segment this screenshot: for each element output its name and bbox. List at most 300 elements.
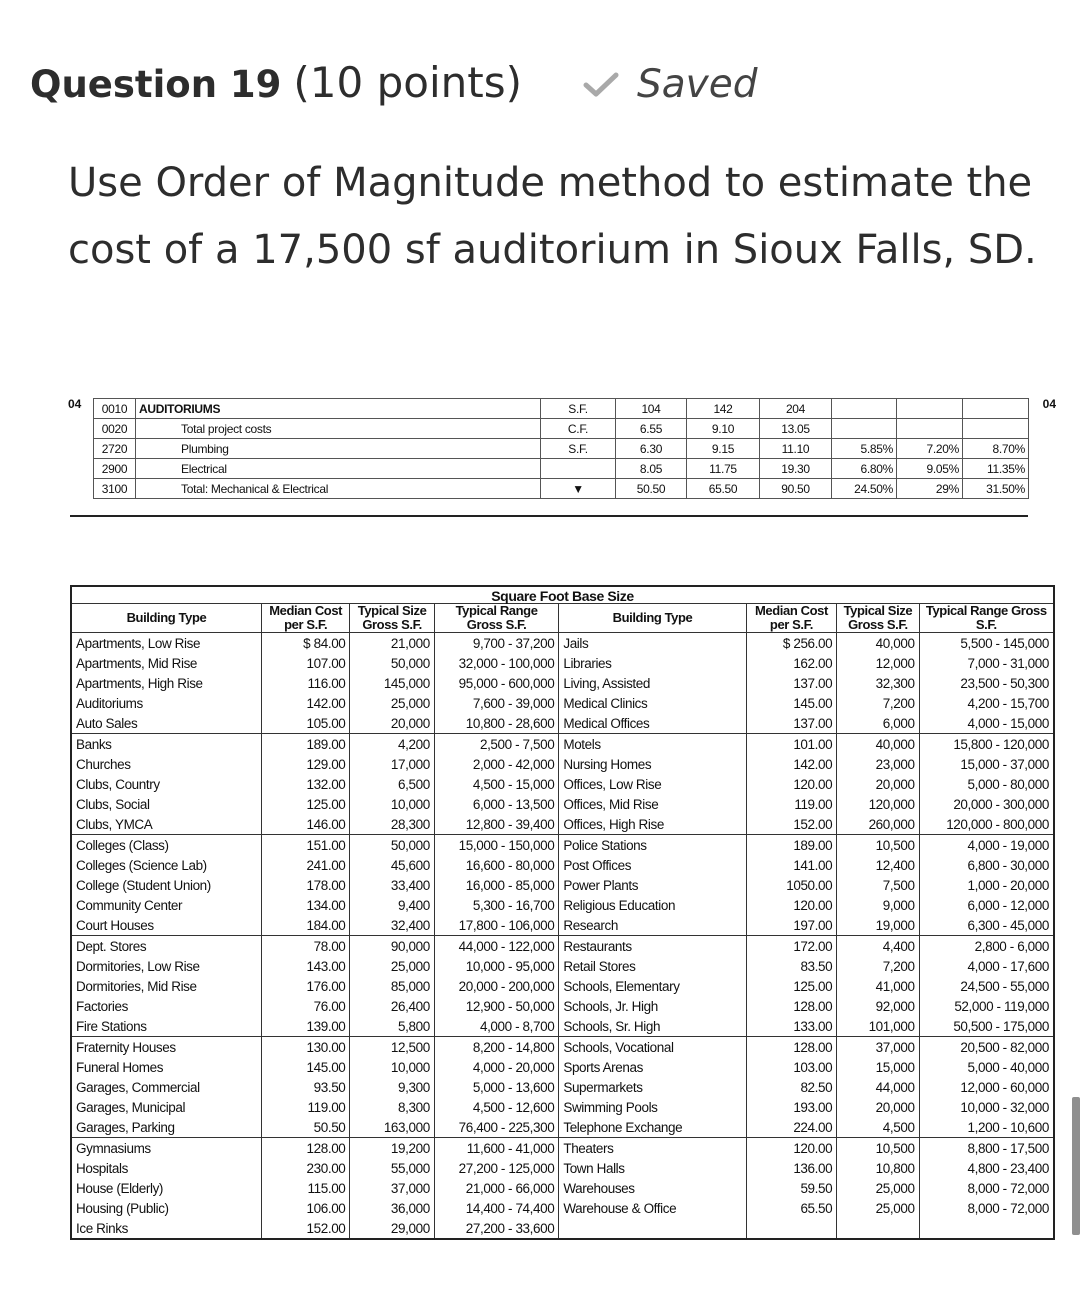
right-size-cell: 7,200 <box>837 693 919 713</box>
table-row <box>71 713 1054 734</box>
left-size-cell: 32,400 <box>350 915 434 936</box>
right-median-cell: 101.00 <box>746 734 837 755</box>
right-size-cell: 19,000 <box>837 915 919 936</box>
left-type-cell: Hospitals <box>71 1158 261 1178</box>
right-median-cell: 103.00 <box>746 1057 837 1077</box>
rsmeans-cell-p3: 11.35% <box>963 459 1029 479</box>
left-size-cell: 36,000 <box>350 1198 434 1218</box>
left-type-cell: Colleges (Science Lab) <box>71 855 261 875</box>
right-type-cell: Town Halls <box>559 1158 746 1178</box>
right-range-cell: 5,000 - 40,000 <box>919 1057 1054 1077</box>
right-type-cell: Medical Offices <box>559 713 746 734</box>
left-range-cell: 8,200 - 14,800 <box>434 1037 559 1058</box>
left-median-cell: 176.00 <box>261 976 350 996</box>
table-row <box>71 835 1054 856</box>
right-range-cell: 8,800 - 17,500 <box>919 1138 1054 1159</box>
left-size-cell: 50,000 <box>350 835 434 856</box>
right-range-cell: 8,000 - 72,000 <box>919 1198 1054 1218</box>
left-type-cell: Court Houses <box>71 915 261 936</box>
left-type-cell: Garages, Commercial <box>71 1077 261 1097</box>
left-type-cell: Apartments, High Rise <box>71 673 261 693</box>
left-type-cell: Clubs, Country <box>71 774 261 794</box>
left-median-cell: 139.00 <box>261 1016 350 1037</box>
left-type-cell: Dormitories, Low Rise <box>71 956 261 976</box>
left-range-cell: 9,700 - 37,200 <box>434 633 559 654</box>
left-range-cell: 7,600 - 39,000 <box>434 693 559 713</box>
header-median-cost: Median Cost per S.F. <box>261 604 350 633</box>
left-size-cell: 25,000 <box>350 693 434 713</box>
rsmeans-cell-unit: S.F. <box>541 439 616 459</box>
right-type-cell: Research <box>559 915 746 936</box>
rsmeans-cell-p3: 8.70% <box>963 439 1029 459</box>
right-median-cell: 193.00 <box>746 1097 837 1117</box>
left-median-cell: 134.00 <box>261 895 350 915</box>
left-size-cell: 85,000 <box>350 976 434 996</box>
right-range-cell: 4,000 - 15,000 <box>919 713 1054 734</box>
rsmeans-cell-q3: 90.50 <box>760 479 832 499</box>
right-median-cell: 65.50 <box>746 1198 837 1218</box>
right-range-cell: 6,800 - 30,000 <box>919 855 1054 875</box>
right-range-cell: 12,000 - 60,000 <box>919 1077 1054 1097</box>
header-building-type: Building Type <box>71 604 261 633</box>
rsmeans-cell-q1: 104 <box>616 399 687 419</box>
checkmark-icon <box>583 72 619 98</box>
left-size-cell: 9,300 <box>350 1077 434 1097</box>
left-range-cell: 4,000 - 20,000 <box>434 1057 559 1077</box>
right-size-cell: 7,500 <box>837 875 919 895</box>
left-size-cell: 163,000 <box>350 1117 434 1138</box>
left-median-cell: 116.00 <box>261 673 350 693</box>
right-size-cell: 25,000 <box>837 1198 919 1218</box>
left-median-cell: 132.00 <box>261 774 350 794</box>
left-range-cell: 16,000 - 85,000 <box>434 875 559 895</box>
left-range-cell: 27,200 - 33,600 <box>434 1218 559 1239</box>
rsmeans-cell-p2: 29% <box>897 479 963 499</box>
right-median-cell: 82.50 <box>746 1077 837 1097</box>
right-range-cell: 8,000 - 72,000 <box>919 1178 1054 1198</box>
left-type-cell: Fire Stations <box>71 1016 261 1037</box>
question-title: Question 19 <box>30 63 282 106</box>
left-type-cell: Fraternity Houses <box>71 1037 261 1058</box>
rsmeans-row <box>94 459 1029 479</box>
rsmeans-cell-p3: 31.50% <box>963 479 1029 499</box>
rsmeans-cell-q1: 6.55 <box>616 419 687 439</box>
right-median-cell: $ 256.00 <box>746 633 837 654</box>
left-size-cell: 4,200 <box>350 734 434 755</box>
question-header <box>30 58 522 118</box>
right-type-cell: Swimming Pools <box>559 1097 746 1117</box>
right-type-cell: Schools, Jr. High <box>559 996 746 1016</box>
right-type-cell: Living, Assisted <box>559 673 746 693</box>
table-row <box>71 693 1054 713</box>
rsmeans-cell-median: 142 <box>687 399 760 419</box>
table-row <box>71 915 1054 936</box>
table-row <box>71 895 1054 915</box>
left-range-cell: 5,300 - 16,700 <box>434 895 559 915</box>
rsmeans-cell-code: 2720 <box>94 439 136 459</box>
left-size-cell: 55,000 <box>350 1158 434 1178</box>
table-row <box>71 1057 1054 1077</box>
right-size-cell: 40,000 <box>837 633 919 654</box>
header-building-type: Building Type <box>559 604 746 633</box>
right-size-cell: 10,500 <box>837 1138 919 1159</box>
rsmeans-cell-desc: Electrical <box>136 459 541 479</box>
right-range-cell: 52,000 - 119,000 <box>919 996 1054 1016</box>
rsmeans-excerpt <box>68 397 1058 519</box>
left-range-cell: 32,000 - 100,000 <box>434 653 559 673</box>
left-range-cell: 14,400 - 74,400 <box>434 1198 559 1218</box>
left-type-cell: Colleges (Class) <box>71 835 261 856</box>
header-typical-size: Typical Size Gross S.F. <box>837 604 919 633</box>
right-size-cell: 37,000 <box>837 1037 919 1058</box>
rsmeans-cell-p2: 7.20% <box>897 439 963 459</box>
left-median-cell: 105.00 <box>261 713 350 734</box>
left-median-cell: 129.00 <box>261 754 350 774</box>
rsmeans-cell-p2 <box>897 399 963 419</box>
right-median-cell: 162.00 <box>746 653 837 673</box>
left-type-cell: Gymnasiums <box>71 1138 261 1159</box>
right-type-cell: Sports Arenas <box>559 1057 746 1077</box>
left-range-cell: 11,600 - 41,000 <box>434 1138 559 1159</box>
table-row <box>71 1198 1054 1218</box>
right-median-cell: 189.00 <box>746 835 837 856</box>
left-size-cell: 28,300 <box>350 814 434 835</box>
right-range-cell: 4,800 - 23,400 <box>919 1158 1054 1178</box>
left-size-cell: 20,000 <box>350 713 434 734</box>
right-range-cell: 15,800 - 120,000 <box>919 734 1054 755</box>
table-row <box>71 653 1054 673</box>
rsmeans-cell-code: 2900 <box>94 459 136 479</box>
right-size-cell: 23,000 <box>837 754 919 774</box>
right-range-cell: 4,200 - 15,700 <box>919 693 1054 713</box>
right-type-cell: Warehouses <box>559 1178 746 1198</box>
right-type-cell: Offices, High Rise <box>559 814 746 835</box>
right-size-cell: 12,000 <box>837 653 919 673</box>
left-type-cell: Apartments, Low Rise <box>71 633 261 654</box>
left-range-cell: 12,900 - 50,000 <box>434 996 559 1016</box>
right-type-cell: Restaurants <box>559 936 746 957</box>
left-median-cell: 145.00 <box>261 1057 350 1077</box>
right-median-cell: 128.00 <box>746 996 837 1016</box>
right-range-cell: 24,500 - 55,000 <box>919 976 1054 996</box>
table-row <box>71 996 1054 1016</box>
table-row <box>71 1117 1054 1138</box>
right-range-cell: 7,000 - 31,000 <box>919 653 1054 673</box>
right-type-cell: Religious Education <box>559 895 746 915</box>
division-number-right: 04 <box>1042 397 1056 411</box>
right-type-cell: Motels <box>559 734 746 755</box>
sqft-table-title: Square Foot Base Size <box>71 586 1054 604</box>
left-median-cell: 142.00 <box>261 693 350 713</box>
header-typical-range: Typical Range Gross S.F. <box>919 604 1054 633</box>
right-type-cell: Offices, Low Rise <box>559 774 746 794</box>
right-size-cell: 4,500 <box>837 1117 919 1138</box>
right-median-cell: 59.50 <box>746 1178 837 1198</box>
table-row <box>71 956 1054 976</box>
right-median-cell: 1050.00 <box>746 875 837 895</box>
left-median-cell: $ 84.00 <box>261 633 350 654</box>
left-type-cell: Auto Sales <box>71 713 261 734</box>
left-median-cell: 230.00 <box>261 1158 350 1178</box>
rsmeans-cell-q3: 19.30 <box>760 459 832 479</box>
left-size-cell: 37,000 <box>350 1178 434 1198</box>
right-median-cell: 120.00 <box>746 1138 837 1159</box>
left-type-cell: Factories <box>71 996 261 1016</box>
left-median-cell: 130.00 <box>261 1037 350 1058</box>
left-median-cell: 93.50 <box>261 1077 350 1097</box>
left-range-cell: 5,000 - 13,600 <box>434 1077 559 1097</box>
right-median-cell: 141.00 <box>746 855 837 875</box>
left-range-cell: 4,000 - 8,700 <box>434 1016 559 1037</box>
right-median-cell: 152.00 <box>746 814 837 835</box>
table-row <box>71 814 1054 835</box>
rsmeans-row <box>94 419 1029 439</box>
left-median-cell: 50.50 <box>261 1117 350 1138</box>
table-row <box>71 754 1054 774</box>
rsmeans-cell-q1: 8.05 <box>616 459 687 479</box>
right-size-cell <box>837 1218 919 1239</box>
right-range-cell: 6,000 - 12,000 <box>919 895 1054 915</box>
right-median-cell <box>746 1218 837 1239</box>
rsmeans-cell-p1: 6.80% <box>832 459 897 479</box>
table-row <box>71 976 1054 996</box>
left-median-cell: 78.00 <box>261 936 350 957</box>
rsmeans-cell-code: 3100 <box>94 479 136 499</box>
right-size-cell: 92,000 <box>837 996 919 1016</box>
left-range-cell: 44,000 - 122,000 <box>434 936 559 957</box>
header-typical-range: Typical Range Gross S.F. <box>434 604 559 633</box>
rsmeans-cell-median: 9.15 <box>687 439 760 459</box>
right-type-cell <box>559 1218 746 1239</box>
right-median-cell: 128.00 <box>746 1037 837 1058</box>
left-type-cell: Ice Rinks <box>71 1218 261 1239</box>
right-type-cell: Nursing Homes <box>559 754 746 774</box>
left-range-cell: 12,800 - 39,400 <box>434 814 559 835</box>
left-range-cell: 4,500 - 15,000 <box>434 774 559 794</box>
table-row <box>71 673 1054 693</box>
left-median-cell: 125.00 <box>261 794 350 814</box>
right-size-cell: 4,400 <box>837 936 919 957</box>
left-median-cell: 107.00 <box>261 653 350 673</box>
right-median-cell: 133.00 <box>746 1016 837 1037</box>
right-median-cell: 197.00 <box>746 915 837 936</box>
left-type-cell: Churches <box>71 754 261 774</box>
right-size-cell: 25,000 <box>837 1178 919 1198</box>
left-median-cell: 184.00 <box>261 915 350 936</box>
left-median-cell: 143.00 <box>261 956 350 976</box>
right-type-cell: Schools, Sr. High <box>559 1016 746 1037</box>
table-row <box>71 1158 1054 1178</box>
right-range-cell: 23,500 - 50,300 <box>919 673 1054 693</box>
right-size-cell: 12,400 <box>837 855 919 875</box>
right-size-cell: 9,000 <box>837 895 919 915</box>
rsmeans-cell-median: 9.10 <box>687 419 760 439</box>
left-median-cell: 189.00 <box>261 734 350 755</box>
right-range-cell: 1,000 - 20,000 <box>919 875 1054 895</box>
right-type-cell: Police Stations <box>559 835 746 856</box>
left-median-cell: 115.00 <box>261 1178 350 1198</box>
left-size-cell: 10,000 <box>350 794 434 814</box>
table-row <box>71 855 1054 875</box>
right-size-cell: 6,000 <box>837 713 919 734</box>
right-size-cell: 20,000 <box>837 774 919 794</box>
left-type-cell: Dormitories, Mid Rise <box>71 976 261 996</box>
left-size-cell: 90,000 <box>350 936 434 957</box>
right-size-cell: 15,000 <box>837 1057 919 1077</box>
left-size-cell: 29,000 <box>350 1218 434 1239</box>
left-size-cell: 17,000 <box>350 754 434 774</box>
rsmeans-cell-median: 11.75 <box>687 459 760 479</box>
right-size-cell: 101,000 <box>837 1016 919 1037</box>
right-range-cell: 5,500 - 145,000 <box>919 633 1054 654</box>
rsmeans-cell-q3: 204 <box>760 399 832 419</box>
saved-label: Saved <box>637 62 758 107</box>
right-range-cell <box>919 1218 1054 1239</box>
scrollbar-thumb[interactable] <box>1072 1097 1080 1235</box>
question-points: (10 points) <box>293 58 522 107</box>
left-type-cell: Clubs, Social <box>71 794 261 814</box>
table-row <box>71 1016 1054 1037</box>
right-range-cell: 50,500 - 175,000 <box>919 1016 1054 1037</box>
rsmeans-table <box>93 398 1029 499</box>
left-median-cell: 128.00 <box>261 1138 350 1159</box>
rsmeans-cell-unit: S.F. <box>541 399 616 419</box>
right-median-cell: 125.00 <box>746 976 837 996</box>
left-range-cell: 21,000 - 66,000 <box>434 1178 559 1198</box>
right-median-cell: 119.00 <box>746 794 837 814</box>
table-row <box>71 1138 1054 1159</box>
right-median-cell: 120.00 <box>746 774 837 794</box>
saved-status <box>583 62 758 107</box>
table-row <box>71 633 1054 654</box>
rsmeans-cell-median: 65.50 <box>687 479 760 499</box>
right-range-cell: 10,000 - 32,000 <box>919 1097 1054 1117</box>
table-row <box>71 875 1054 895</box>
rsmeans-cell-q1: 50.50 <box>616 479 687 499</box>
left-size-cell: 50,000 <box>350 653 434 673</box>
rsmeans-cell-p2 <box>897 419 963 439</box>
left-type-cell: House (Elderly) <box>71 1178 261 1198</box>
rsmeans-cell-p1: 24.50% <box>832 479 897 499</box>
right-size-cell: 7,200 <box>837 956 919 976</box>
left-size-cell: 10,000 <box>350 1057 434 1077</box>
left-size-cell: 25,000 <box>350 956 434 976</box>
right-size-cell: 32,300 <box>837 673 919 693</box>
left-median-cell: 151.00 <box>261 835 350 856</box>
left-size-cell: 45,600 <box>350 855 434 875</box>
left-median-cell: 76.00 <box>261 996 350 1016</box>
right-type-cell: Supermarkets <box>559 1077 746 1097</box>
rsmeans-cell-unit: ▼ <box>541 479 616 499</box>
left-median-cell: 241.00 <box>261 855 350 875</box>
right-range-cell: 4,000 - 17,600 <box>919 956 1054 976</box>
right-median-cell: 145.00 <box>746 693 837 713</box>
table-row <box>71 1218 1054 1239</box>
right-median-cell: 136.00 <box>746 1158 837 1178</box>
header-median-cost: Median Cost per S.F. <box>746 604 837 633</box>
right-type-cell: Schools, Vocational <box>559 1037 746 1058</box>
left-range-cell: 17,800 - 106,000 <box>434 915 559 936</box>
left-range-cell: 95,000 - 600,000 <box>434 673 559 693</box>
rsmeans-row <box>94 399 1029 419</box>
left-size-cell: 145,000 <box>350 673 434 693</box>
rsmeans-bottom-rule <box>70 515 1028 517</box>
rsmeans-cell-p2: 9.05% <box>897 459 963 479</box>
rsmeans-cell-p3 <box>963 419 1029 439</box>
left-range-cell: 15,000 - 150,000 <box>434 835 559 856</box>
rsmeans-cell-q3: 11.10 <box>760 439 832 459</box>
left-range-cell: 4,500 - 12,600 <box>434 1097 559 1117</box>
right-size-cell: 120,000 <box>837 794 919 814</box>
right-median-cell: 83.50 <box>746 956 837 976</box>
right-median-cell: 224.00 <box>746 1117 837 1138</box>
left-type-cell: Garages, Parking <box>71 1117 261 1138</box>
left-range-cell: 20,000 - 200,000 <box>434 976 559 996</box>
table-row <box>71 774 1054 794</box>
right-median-cell: 142.00 <box>746 754 837 774</box>
right-range-cell: 20,000 - 300,000 <box>919 794 1054 814</box>
left-range-cell: 10,000 - 95,000 <box>434 956 559 976</box>
rsmeans-cell-unit: C.F. <box>541 419 616 439</box>
right-size-cell: 10,500 <box>837 835 919 856</box>
right-range-cell: 20,500 - 82,000 <box>919 1037 1054 1058</box>
right-type-cell: Offices, Mid Rise <box>559 794 746 814</box>
right-median-cell: 172.00 <box>746 936 837 957</box>
left-median-cell: 152.00 <box>261 1218 350 1239</box>
left-type-cell: Banks <box>71 734 261 755</box>
right-size-cell: 10,800 <box>837 1158 919 1178</box>
rsmeans-row <box>94 479 1029 499</box>
left-type-cell: Community Center <box>71 895 261 915</box>
left-size-cell: 6,500 <box>350 774 434 794</box>
left-type-cell: College (Student Union) <box>71 875 261 895</box>
left-range-cell: 76,400 - 225,300 <box>434 1117 559 1138</box>
right-range-cell: 6,300 - 45,000 <box>919 915 1054 936</box>
right-median-cell: 120.00 <box>746 895 837 915</box>
left-size-cell: 19,200 <box>350 1138 434 1159</box>
left-range-cell: 6,000 - 13,500 <box>434 794 559 814</box>
rsmeans-cell-desc: AUDITORIUMS <box>136 399 541 419</box>
left-type-cell: Garages, Municipal <box>71 1097 261 1117</box>
table-row <box>71 1077 1054 1097</box>
division-number-left: 04 <box>68 397 82 411</box>
right-range-cell: 2,800 - 6,000 <box>919 936 1054 957</box>
left-size-cell: 5,800 <box>350 1016 434 1037</box>
table-row <box>71 1178 1054 1198</box>
left-median-cell: 119.00 <box>261 1097 350 1117</box>
left-median-cell: 146.00 <box>261 814 350 835</box>
left-range-cell: 2,000 - 42,000 <box>434 754 559 774</box>
rsmeans-row <box>94 439 1029 459</box>
right-median-cell: 137.00 <box>746 673 837 693</box>
left-type-cell: Clubs, YMCA <box>71 814 261 835</box>
right-range-cell: 15,000 - 37,000 <box>919 754 1054 774</box>
rsmeans-cell-q1: 6.30 <box>616 439 687 459</box>
left-size-cell: 9,400 <box>350 895 434 915</box>
rsmeans-cell-unit <box>541 459 616 479</box>
right-type-cell: Libraries <box>559 653 746 673</box>
right-type-cell: Jails <box>559 633 746 654</box>
rsmeans-cell-code: 0010 <box>94 399 136 419</box>
right-type-cell: Schools, Elementary <box>559 976 746 996</box>
right-type-cell: Warehouse & Office <box>559 1198 746 1218</box>
right-type-cell: Post Offices <box>559 855 746 875</box>
left-median-cell: 178.00 <box>261 875 350 895</box>
left-range-cell: 2,500 - 7,500 <box>434 734 559 755</box>
right-range-cell: 5,000 - 80,000 <box>919 774 1054 794</box>
rsmeans-cell-desc: Total: Mechanical & Electrical <box>136 479 541 499</box>
question-text: Use Order of Magnitude method to estimate the cost of a 17,500 sf auditorium in Sioux Falls, SD. <box>68 160 1037 273</box>
